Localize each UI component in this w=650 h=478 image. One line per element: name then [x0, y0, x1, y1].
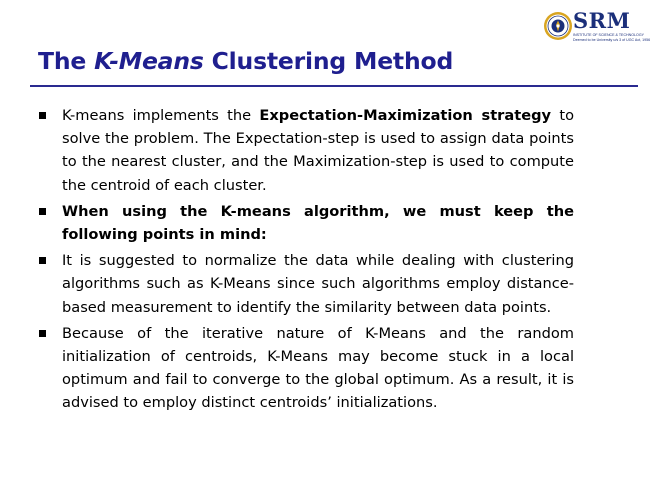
bullet-text-bold: Expectation-Maximization strategy [259, 107, 552, 124]
logo-name: SRM [573, 8, 631, 33]
slide-title [38, 47, 453, 75]
square-bullet-icon [39, 112, 46, 119]
bullet-text-pre: It is suggested to normalize the data while dealing with clustering algorithms such as K-Means since such algorithms employ distance-based measurement to identify the similarity between data points. [62, 252, 574, 316]
bullet-list [38, 104, 574, 418]
srm-logo [543, 8, 650, 49]
bullet-text-pre: K-means implements the [62, 107, 260, 124]
bullet-text-post: to solve the problem. The Expectation-step is used to assign data points to the nearest cluster, and the Maximization-step is used to compute the centroid of each cluster. [62, 107, 575, 194]
logo-subtitle [573, 33, 650, 42]
title-prefix: The [38, 47, 95, 75]
title-italic: K-Means [94, 47, 204, 75]
logo-subtitle-line2: Deemed to be University u/s 3 of UGC Act, 1956 [573, 37, 650, 42]
title-divider [30, 85, 638, 87]
square-bullet-icon [39, 208, 46, 215]
square-bullet-icon [39, 257, 46, 264]
bullet-item [38, 104, 574, 197]
square-bullet-icon [39, 330, 46, 337]
title-suffix: Clustering Method [203, 47, 454, 75]
bullet-text-bold: When using the K-means algorithm, we must keep the following points in mind: [62, 202, 574, 244]
srm-seal-icon [543, 11, 573, 41]
bullet-text-pre: Because of the iterative nature of K-Means and the random initialization of centroids, K-Means may become stuck in a local optimum and fail to converge to the global optimum. As a result, it is advised to employ distinct centroids’ initializations. [62, 324, 574, 412]
bullet-item [38, 249, 574, 319]
bullet-item [38, 322, 574, 415]
bullet-item [38, 200, 574, 246]
logo-subtitle-line1: INSTITUTE OF SCIENCE & TECHNOLOGY [573, 33, 645, 37]
